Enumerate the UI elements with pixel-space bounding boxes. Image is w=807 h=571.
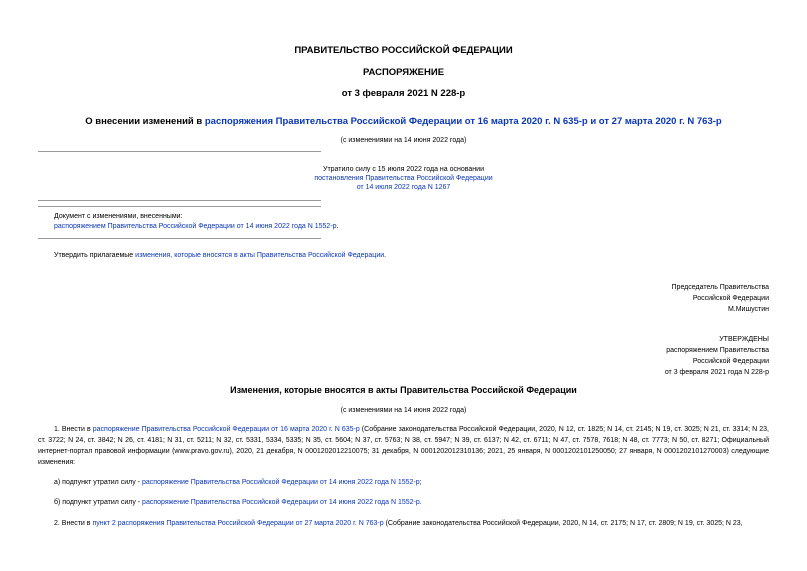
divider bbox=[38, 151, 321, 152]
item-a-prefix: а) подпункт утратил силу - bbox=[54, 479, 142, 486]
doc-type-heading: РАСПОРЯЖЕНИЕ bbox=[362, 67, 445, 78]
item2-prefix: 2. Внести в bbox=[54, 520, 93, 527]
validity-decree-date-link[interactable]: от 14 июля 2022 года N 1267 bbox=[356, 184, 451, 191]
validity-text: Утратило силу с 15 июля 2022 года на основании bbox=[323, 166, 484, 173]
government-heading: ПРАВИТЕЛЬСТВО РОССИЙСКОЙ ФЕДЕРАЦИИ bbox=[294, 45, 513, 56]
approve-link[interactable]: изменения, которые вносятся в акты Правительства Российской Федерации bbox=[135, 252, 385, 259]
doc-date-heading: от 3 февраля 2021 N 228-р bbox=[341, 88, 466, 99]
validity-link-line1 bbox=[0, 174, 807, 183]
item-a-link[interactable]: распоряжение Правительства Российской Федерации от 14 июня 2022 года N 1552-р bbox=[141, 479, 420, 486]
approved-line4: от 3 февраля 2021 года N 228-р bbox=[664, 369, 769, 376]
approved-block bbox=[665, 334, 769, 378]
title-link[interactable]: распоряжения Правительства Российской Федерации от 16 марта 2020 г. N 635-р и от 27 марта 2020 г. N 763-р bbox=[204, 116, 722, 127]
divider bbox=[38, 238, 321, 239]
approved-line3: Российской Федерации bbox=[692, 358, 769, 365]
approved-line2: распоряжением Правительства bbox=[666, 347, 769, 354]
item-b-prefix: б) подпункт утратил силу - bbox=[54, 499, 143, 506]
item1-text: (Собрание законодательства Российской Федерации, 2020, N 12, ст. 1825; N 14, ст. 2145; N 19, ст. 3025; N 21, ст. 3314; N 23, ст. 3722; N 24, ст. 3842; N 26, ст. 4181; N 31, ст. 5211; N 32, ст. 5331, 5334, 5335; N 35, ст. 5604; N 37, ст. 5763; N 38, ст. 5947; N 39, ст. 6137; N 42, ст. 6711; N 47, ст. 7578, 7618; N 48, ст. 7773; N 50, ст. 8271; Официальный интернет-портал правовой информации (www.pravo.gov.ru), 2020, 21 декабря, N 0001202012210075; 31 декабря, N 0001202012310136; 2021, 25 января, N 0001202101250050; 27 января, N 0001202101270003) следующие изменения: bbox=[38, 426, 769, 466]
changes-section-edition: (с изменениями на 14 июня 2022 года) bbox=[340, 407, 467, 414]
title-prefix: О внесении изменений в bbox=[85, 116, 205, 127]
approved-line1: УТВЕРЖДЕНЫ bbox=[719, 336, 769, 343]
item1-prefix: 1. Внести в bbox=[54, 426, 93, 433]
changes-note-label: Документ с изменениями, внесенными: bbox=[54, 213, 183, 220]
approve-suffix: . bbox=[384, 252, 387, 259]
item-a-paragraph bbox=[38, 477, 769, 488]
changes-section-title: Изменения, которые вносятся в акты Правительства Российской Федерации bbox=[230, 385, 577, 395]
changes-note-line bbox=[54, 222, 339, 231]
item1-link[interactable]: распоряжение Правительства Российской Федерации от 16 марта 2020 г. N 635-р bbox=[92, 426, 360, 433]
divider bbox=[38, 206, 321, 207]
changes-note-suffix: . bbox=[336, 223, 339, 230]
validity-decree-link[interactable]: постановления Правительства Российской Федерации bbox=[314, 175, 493, 182]
approve-prefix: Утвердить прилагаемые bbox=[54, 252, 136, 259]
title-edition-note: (с изменениями на 14 июня 2022 года) bbox=[340, 137, 467, 144]
divider bbox=[38, 200, 321, 201]
item-b-suffix: . bbox=[419, 499, 422, 506]
signature-line1: Председатель Правительства bbox=[671, 284, 769, 291]
item-b-link[interactable]: распоряжение Правительства Российской Федерации от 14 июня 2022 года N 1552-р bbox=[142, 499, 420, 506]
changes-note-link[interactable]: распоряжением Правительства Российской Федерации от 14 июня 2022 года N 1552-р bbox=[54, 223, 337, 230]
item-b-paragraph bbox=[38, 497, 769, 508]
signature-block bbox=[672, 282, 769, 315]
item2-paragraph bbox=[38, 518, 769, 529]
item1-paragraph bbox=[38, 424, 769, 468]
signature-name: М.Мишустин bbox=[727, 306, 769, 313]
signature-line2: Российской Федерации bbox=[692, 295, 769, 302]
item2-text: (Собрание законодательства Российской Федерации, 2020, N 14, ст. 2175; N 17, ст. 2809; N 19, ст. 3025; N 23, bbox=[383, 520, 743, 527]
approve-paragraph bbox=[54, 251, 386, 260]
item2-link[interactable]: пункт 2 распоряжения Правительства Российской Федерации от 27 марта 2020 г. N 763-р bbox=[92, 520, 384, 527]
item-a-suffix: ; bbox=[419, 479, 422, 486]
document-title bbox=[0, 116, 807, 127]
validity-link-line2 bbox=[0, 183, 807, 192]
